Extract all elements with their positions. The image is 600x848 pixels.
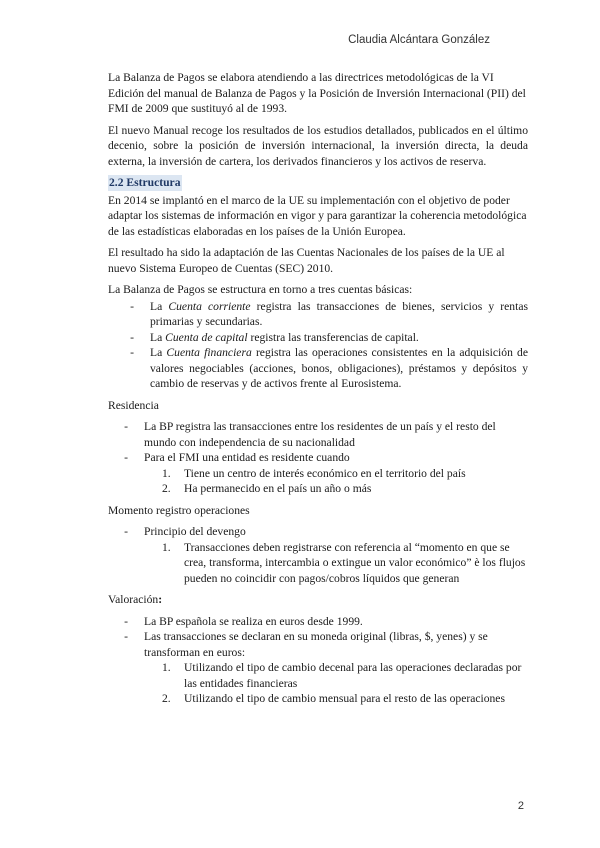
term-cuenta-capital: Cuenta de capital	[165, 330, 248, 344]
valoracion-item-2: 2. Utilizando el tipo de cambio mensual para el resto de las operaciones	[162, 692, 505, 705]
term-cuenta-financiera: Cuenta financiera	[166, 346, 252, 359]
intro-paragraph-1: La Balanza de Pagos se elabora atendiendo a las directrices metodológicas de la VI Edición del manual de Balanza de Pagos y la Posición de Inversión Internacional (PII) del FMI de 2009 que sustituyó al de 1993.	[108, 71, 526, 115]
account-item-1: - La Cuenta corriente registra las transacciones de bienes, servicios y rentas primarias y secundarias.	[114, 299, 528, 330]
section-paragraph-2: El resultado ha sido la adaptación de las Cuentas Nacionales de los países de la UE al nuevo Sistema Europeo de Cuentas (SEC) 2010.	[108, 246, 505, 275]
valoracion-title: Valoración:	[108, 593, 163, 606]
term-cuenta-corriente: Cuenta corriente	[168, 299, 251, 313]
intro-paragraph-2: El nuevo Manual recoge los resultados de los estudios detallados, publicados en el último decenio, sobre la posición de inversión internacional, la inversión directa, la deuda externa, la inversión de cartera, los derivados financieros y los activos de reserva.	[108, 123, 528, 168]
residencia-item-1: 1. Tiene un centro de interés económico en el territorio del país	[162, 466, 466, 480]
page-content	[108, 70, 528, 707]
bullet-dash: -	[130, 330, 134, 344]
account-item-2: - La Cuenta de capital registra las transferencias de capital.	[114, 330, 528, 346]
section-paragraph-3: La Balanza de Pagos se estructura en torno a tres cuentas básicas:	[108, 283, 413, 296]
momento-item-1: 1. Transacciones deben registrarse con referencia al “momento en que se crea, transforma, intercambia o extingue un valor económico” è los flujos pueden no coincidir con pagos/cobros líquidos que generan	[162, 540, 526, 585]
account-item-3: - La Cuenta financiera registra las operaciones consistentes en la adquisición de valores negociables (acciones, bonos, obligaciones), préstamos y depósitos y cambio de reservas y de activos frente al Eurosistema.	[114, 345, 528, 392]
residencia-bullet-1: - La BP registra las transacciones entre los residentes de un país y el resto del mundo con independencia de su nacionalidad	[124, 420, 496, 449]
section-heading: 2.2 Estructura	[109, 176, 181, 189]
valoracion-bullet-2: - Las transacciones se declaran en su moneda original (libras, $, yenes) y se transforman en euros:	[124, 630, 488, 659]
page-number: 2	[517, 800, 524, 812]
momento-bullet-1: - Principio del devengo	[124, 525, 246, 538]
momento-title: Momento registro operaciones	[108, 503, 250, 517]
residencia-item-2: 2. Ha permanecido en el país un año o más	[162, 482, 372, 495]
bullet-dash: -	[130, 299, 134, 313]
valoracion-item-1: 1. Utilizando el tipo de cambio decenal para las operaciones declaradas por las entidades financieras	[162, 661, 522, 690]
bullet-dash: -	[130, 346, 134, 359]
residencia-title: Residencia	[108, 398, 159, 412]
header-author: Claudia Alcántara González	[348, 34, 490, 46]
valoracion-bullet-1: - La BP española se realiza en euros desde 1999.	[124, 614, 363, 628]
residencia-bullet-2: - Para el FMI una entidad es residente cuando	[124, 451, 350, 464]
section-paragraph-1: En 2014 se implantó en el marco de la UE su implementación con el objetivo de poder adaptar los sistemas de información en vigor y para garantizar la coherencia metodológica de las estadísticas elaboradas en los países de la Unión Europea.	[108, 193, 527, 238]
